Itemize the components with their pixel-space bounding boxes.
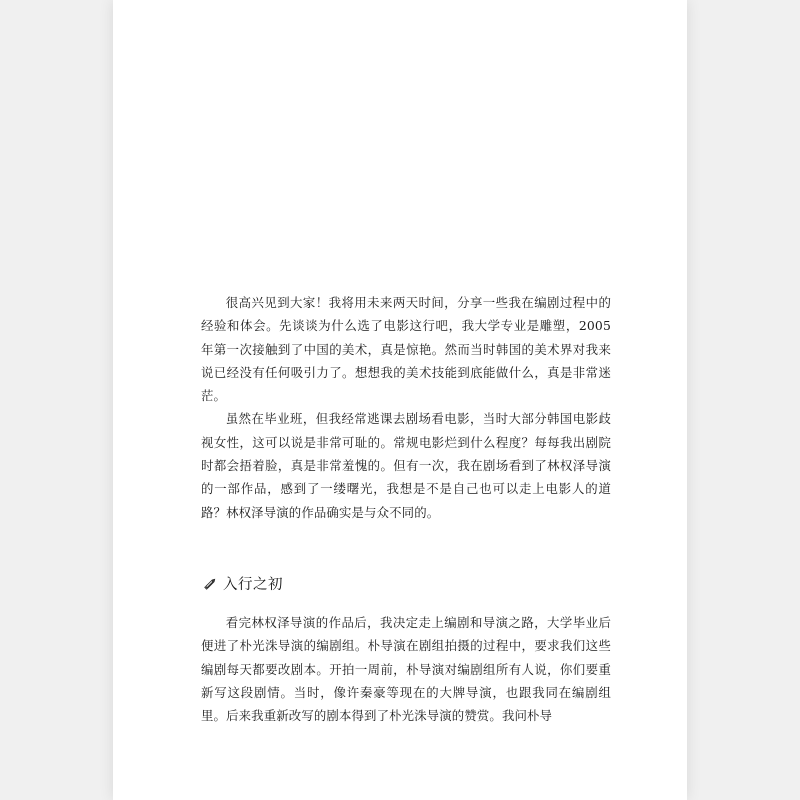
- section-text-block: [201, 611, 611, 727]
- intro-text-block: [201, 291, 611, 524]
- section-title: 入行之初: [223, 576, 283, 593]
- section-heading: [203, 572, 283, 594]
- paragraph: 很高兴见到大家！我将用未来两天时间，分享一些我在编剧过程中的经验和体会。先谈谈为什么选了电影这行吧，我大学专业是雕塑，2005 年第一次接触到了中国的美术，真是惊艳。然而当时韩国的美术界对我来说已经没有任何吸引力了。想想我的美术技能到底能做什么，真是非常迷茫。: [201, 295, 611, 404]
- paragraph: 看完林权泽导演的作品后，我决定走上编剧和导演之路，大学毕业后便进了朴光洙导演的编剧组。朴导演在剧组拍摄的过程中，要求我们这些编剧每天都要改剧本。开拍一周前，朴导演对编剧组所有人说，你们要重新写这段剧情。当时，像许秦豪等现在的大牌导演，也跟我同在编剧组里。后来我重新改写的剧本得到了朴光洙导演的赞赏。我问朴导: [201, 615, 611, 724]
- book-page: [113, 0, 687, 800]
- pencil-icon: [203, 576, 218, 591]
- paragraph: 虽然在毕业班，但我经常逃课去剧场看电影，当时大部分韩国电影歧视女性，这可以说是非常可耻的。常规电影烂到什么程度？每每我出剧院时都会捂着脸，真是非常羞愧的。但有一次，我在剧场看到了林权泽导演的一部作品，感到了一缕曙光，我想是不是自己也可以走上电影人的道路？林权泽导演的作品确实是与众不同的。: [201, 411, 611, 520]
